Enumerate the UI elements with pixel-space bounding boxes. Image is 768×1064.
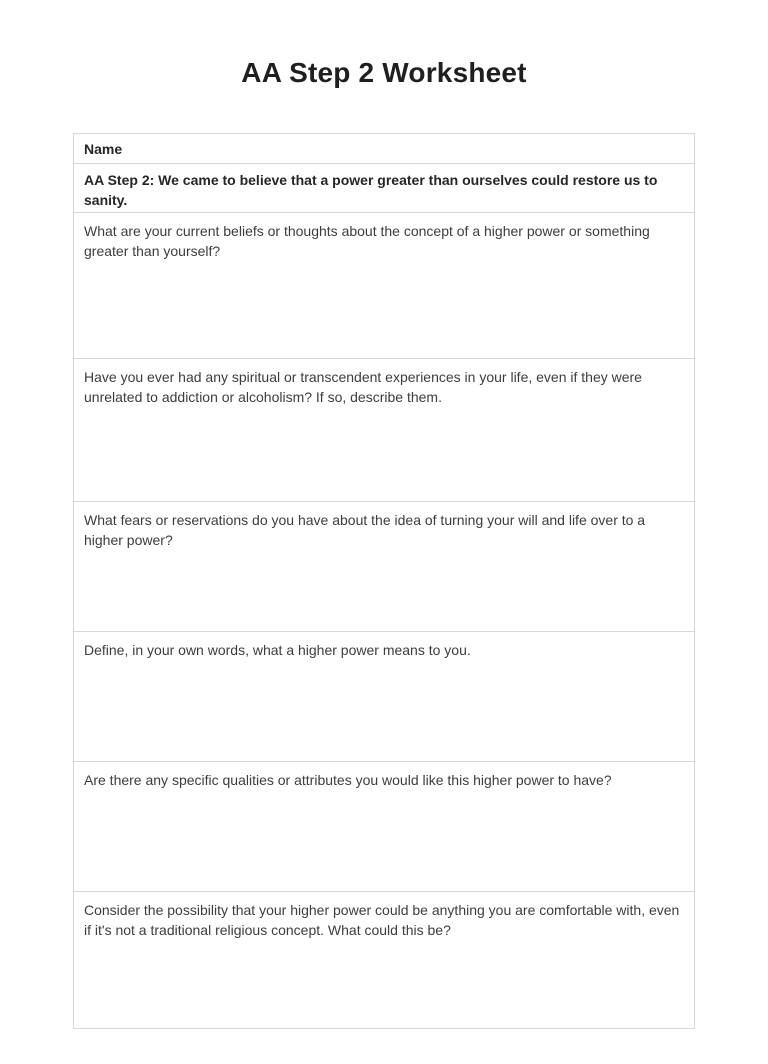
question-prompt: Have you ever had any spiritual or transcendent experiences in your life, even if they were unrelated to addiction or alcoholism? If so, describe them. [84, 369, 642, 406]
answer-area[interactable] [84, 940, 684, 1020]
page-title: AA Step 2 Worksheet [241, 57, 527, 88]
step-statement: AA Step 2: We came to believe that a power greater than ourselves could restore us to sanity. [84, 172, 658, 209]
question-prompt: What fears or reservations do you have about the idea of turning your will and life over to a higher power? [84, 512, 646, 549]
answer-area[interactable] [84, 790, 684, 883]
question-row [74, 502, 694, 632]
answer-area[interactable] [84, 261, 684, 350]
question-prompt: Are there any specific qualities or attributes you would like this higher power to have? [84, 772, 612, 788]
step-statement-row [74, 164, 694, 213]
question-prompt: Consider the possibility that your higher power could be anything you are comfortable with, even if it's not a traditional religious concept. What could this be? [84, 902, 680, 939]
answer-area[interactable] [84, 660, 684, 753]
answer-area[interactable] [84, 550, 684, 623]
question-row [74, 892, 694, 1028]
name-row [74, 134, 694, 164]
name-field[interactable] [122, 140, 684, 157]
question-row [74, 762, 694, 892]
worksheet-table [73, 133, 695, 1029]
question-row [74, 359, 694, 502]
question-prompt: Define, in your own words, what a higher power means to you. [84, 642, 471, 658]
question-row [74, 213, 694, 359]
question-row [74, 632, 694, 762]
name-label: Name [84, 140, 123, 157]
question-prompt: What are your current beliefs or thoughts about the concept of a higher power or something greater than yourself? [84, 223, 650, 260]
answer-area[interactable] [84, 407, 684, 493]
